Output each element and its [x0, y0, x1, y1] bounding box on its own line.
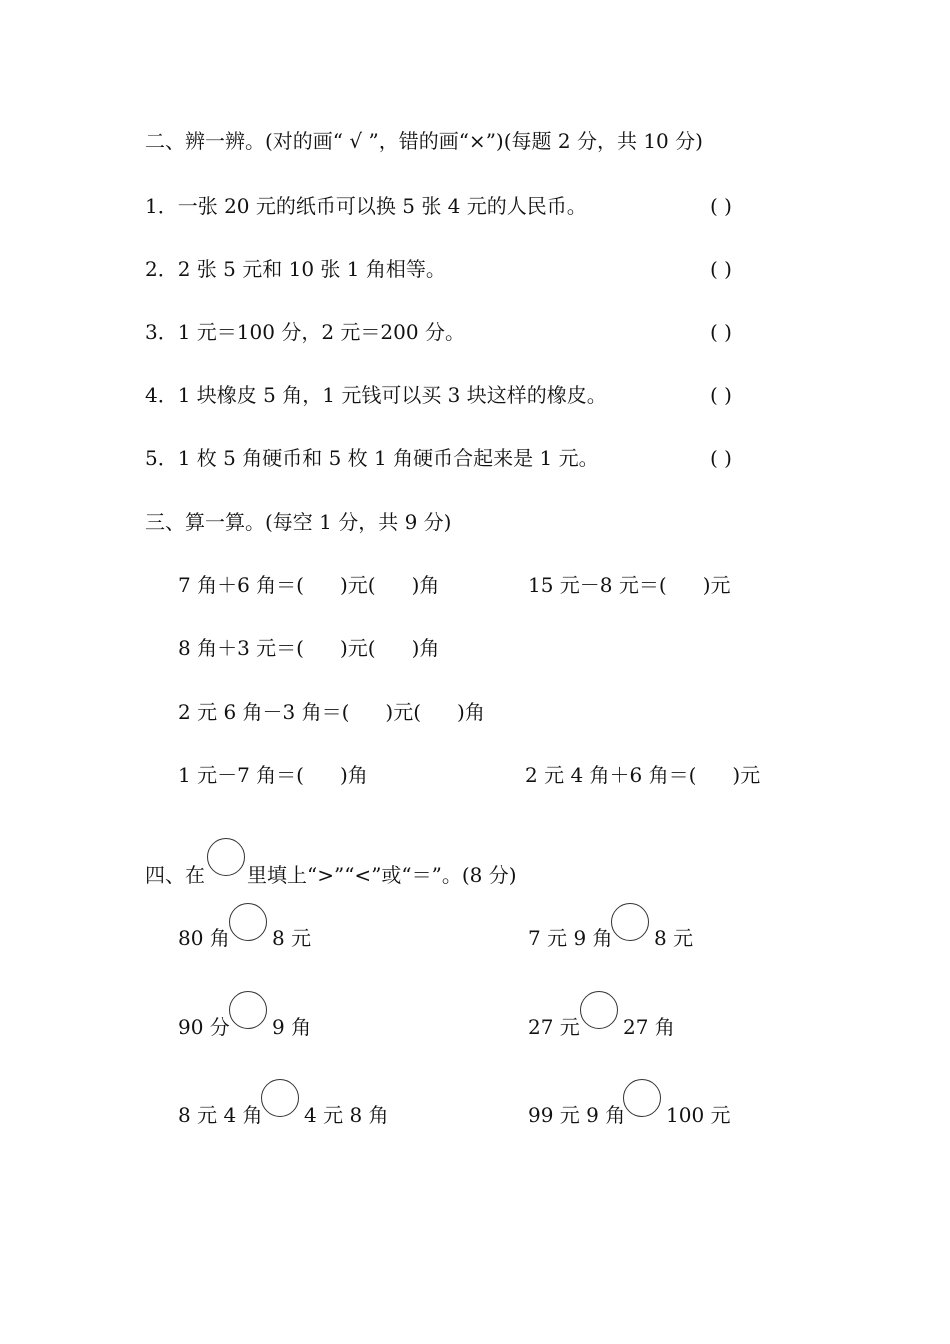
- calc-q1-a: 7 角＋6 角＝(: [178, 573, 304, 597]
- calc-q3-c: )角: [411, 636, 440, 660]
- section2-item-3: 3．1 元＝100 分，2 元＝200 分。: [145, 320, 465, 344]
- compare-circle-5[interactable]: [261, 1079, 299, 1117]
- calc-q2: [528, 573, 731, 597]
- calc-q3-b: )元(: [339, 636, 376, 660]
- answer-paren-5[interactable]: ( ): [710, 446, 732, 470]
- answer-paren-2[interactable]: ( ): [710, 257, 732, 281]
- compare-circle-3[interactable]: [229, 991, 267, 1029]
- compare-4-left: 27 元: [528, 1015, 580, 1039]
- compare-6-right: 100 元: [666, 1103, 731, 1127]
- compare-circle-1[interactable]: [229, 903, 267, 941]
- calc-q4-b: )元(: [385, 700, 422, 724]
- calc-q4: [178, 700, 485, 724]
- compare-5-right: 4 元 8 角: [304, 1103, 389, 1127]
- calc-q5: [178, 763, 368, 787]
- compare-circle-6[interactable]: [623, 1079, 661, 1117]
- calc-q1-b: )元(: [339, 573, 376, 597]
- compare-circle-2[interactable]: [611, 903, 649, 941]
- calc-q4-a: 2 元 6 角－3 角＝(: [178, 700, 350, 724]
- section4-title-after: 里填上“>”“<”或“＝”。(8 分): [247, 863, 517, 887]
- calc-q2-a: 15 元－8 元＝(: [528, 573, 667, 597]
- section2-item-2: 2．2 张 5 元和 10 张 1 角相等。: [145, 257, 446, 281]
- calc-q5-b: )角: [339, 763, 368, 787]
- compare-1-right: 8 元: [272, 926, 312, 950]
- section4-title: [145, 838, 517, 887]
- section2-title: 二、辨一辨。(对的画“ √ ”，错的画“×”)(每题 2 分，共 10 分): [145, 129, 703, 153]
- compare-6-left: 99 元 9 角: [528, 1103, 626, 1127]
- calc-q5-a: 1 元－7 角＝(: [178, 763, 304, 787]
- calc-q3: [178, 636, 439, 660]
- compare-4-right: 27 角: [623, 1015, 675, 1039]
- compare-3-left: 90 分: [178, 1015, 230, 1039]
- calc-q6: [525, 763, 760, 787]
- section3-title: 三、算一算。(每空 1 分，共 9 分): [145, 510, 452, 534]
- calc-q3-a: 8 角＋3 元＝(: [178, 636, 304, 660]
- circle-icon: [207, 838, 245, 876]
- section4-title-before: 四、在: [145, 863, 205, 887]
- compare-circle-4[interactable]: [580, 991, 618, 1029]
- calc-q2-b: )元: [702, 573, 731, 597]
- section2-item-4: 4．1 块橡皮 5 角，1 元钱可以买 3 块这样的橡皮。: [145, 383, 607, 407]
- answer-paren-1[interactable]: ( ): [710, 194, 732, 218]
- compare-2-left: 7 元 9 角: [528, 926, 613, 950]
- answer-paren-4[interactable]: ( ): [710, 383, 732, 407]
- section2-item-1: 1．一张 20 元的纸币可以换 5 张 4 元的人民币。: [145, 194, 587, 218]
- compare-2-right: 8 元: [654, 926, 694, 950]
- section2-item-5: 5．1 枚 5 角硬币和 5 枚 1 角硬币合起来是 1 元。: [145, 446, 599, 470]
- answer-paren-3[interactable]: ( ): [710, 320, 732, 344]
- calc-q1-c: )角: [411, 573, 440, 597]
- compare-5-left: 8 元 4 角: [178, 1103, 263, 1127]
- compare-3-right: 9 角: [272, 1015, 312, 1039]
- calc-q6-b: )元: [732, 763, 761, 787]
- calc-q1: [178, 573, 439, 597]
- compare-1-left: 80 角: [178, 926, 230, 950]
- calc-q4-c: )角: [457, 700, 485, 724]
- calc-q6-a: 2 元 4 角＋6 角＝(: [525, 763, 697, 787]
